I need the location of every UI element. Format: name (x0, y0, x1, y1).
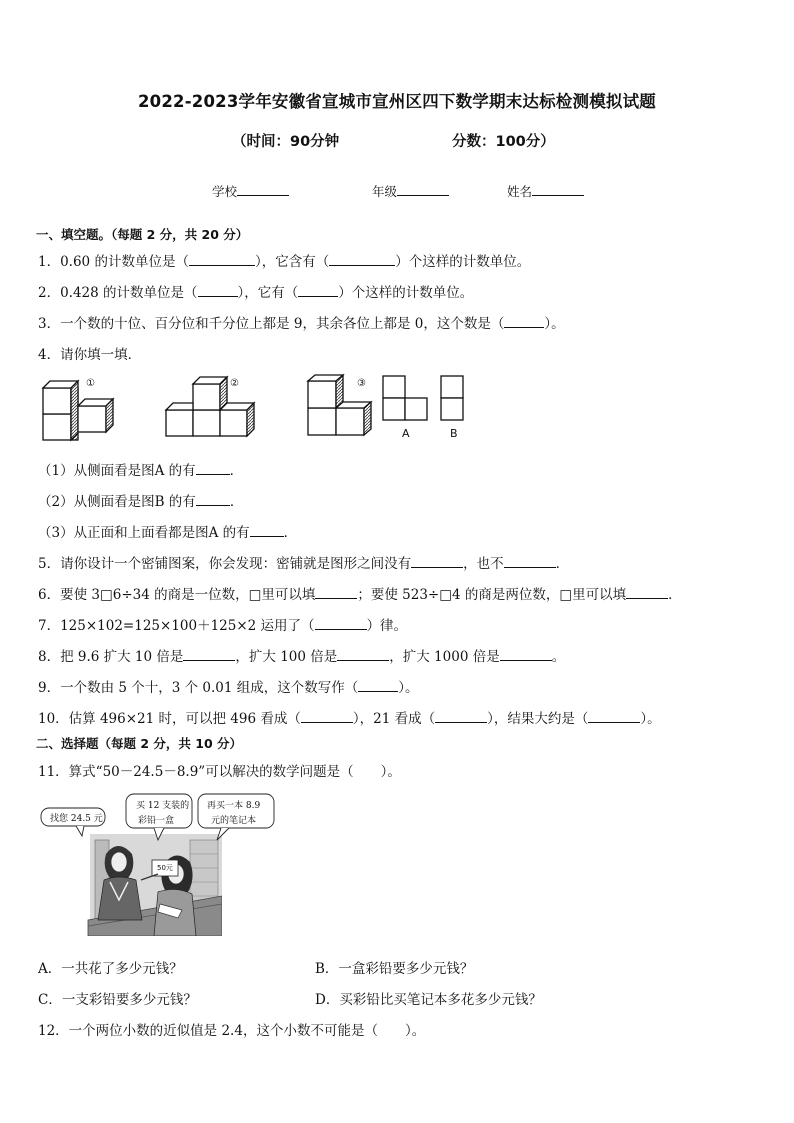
q1-text-a: 1．0.60 的计数单位是（ (38, 254, 189, 270)
q10-text-d: ）。 (640, 711, 661, 727)
question-9 (38, 676, 419, 696)
q5-text-b: ，也不 (463, 556, 504, 572)
q2-text-b: ），它有（ (237, 285, 299, 301)
q11-bubble-2a: 买 12 支装的 (136, 801, 190, 811)
q4-view-b (441, 376, 463, 420)
question-3 (38, 312, 565, 332)
question-11: 11．算式“50－24.5－8.9”可以解决的数学问题是（ ）。 (38, 764, 401, 780)
q2-blank-2[interactable] (298, 284, 338, 297)
q7-text-b: ）律。 (366, 618, 408, 634)
q1-text-b: ），它含有（ (254, 254, 330, 270)
q3-text-a: 3．一个数的十位、百分位和千分位上都是 9，其余各位上都是 0，这个数是（ (38, 316, 505, 332)
q4-sub3-dot: ． (283, 525, 298, 541)
name-field[interactable] (507, 182, 584, 200)
q11-bubble-3b: 元的笔记本 (211, 816, 257, 826)
q3-blank[interactable] (504, 315, 544, 328)
section-1-title: 一、填空题。（每题 2 分，共 20 分） (36, 227, 249, 242)
q10-text-c: ），结果大约是（ (487, 711, 589, 727)
q4-figure-2 (166, 377, 254, 436)
q10-blank-2[interactable] (435, 710, 487, 723)
question-2 (38, 281, 473, 301)
q4-sub3-blank[interactable] (250, 524, 284, 537)
school-blank[interactable] (237, 183, 289, 196)
q10-blank-3[interactable] (588, 710, 640, 723)
q5-text-c: ． (555, 556, 570, 572)
q1-text-c: ）个这样的计数单位。 (395, 254, 531, 270)
exam-time: （时间：90分钟 (232, 134, 340, 150)
q11-option-a[interactable]: A．一共花了多少元钱？ (38, 961, 183, 977)
q4-figure-1 (43, 381, 113, 440)
q9-blank[interactable] (358, 679, 398, 692)
q5-blank-2[interactable] (504, 555, 556, 568)
question-5 (38, 552, 569, 572)
school-label: 学校 (212, 184, 238, 199)
name-blank[interactable] (532, 183, 584, 196)
q4-sub2-text: （2）从侧面看是图B 的有 (38, 494, 196, 510)
q8-text-b: ，扩大 100 倍是 (235, 649, 338, 665)
q5-blank-1[interactable] (411, 555, 463, 568)
exam-score: 分数：100分） (452, 134, 555, 150)
q4-sub2-blank[interactable] (196, 493, 230, 506)
q7-text-a: 7．125×102=125×100＋125×2 运用了（ (38, 618, 315, 634)
q4-view-a (383, 376, 427, 420)
q4-label-2: ② (230, 378, 239, 389)
q6-text-c: ． (668, 587, 682, 603)
q1-blank-1[interactable] (189, 253, 255, 266)
q5-text-a: 5．请你设计一个密铺图案，你会发现：密铺就是图形之间没有 (38, 556, 412, 572)
question-8 (38, 645, 565, 665)
q1-blank-2[interactable] (329, 253, 395, 266)
q4-view-a-label: A (402, 427, 410, 440)
q11-bubble-1: 找您 24.5 元 (50, 814, 103, 824)
q6-text-b: ；要使 523÷□4 的商是两位数，□里可以填 (357, 587, 627, 603)
question-1 (38, 250, 530, 270)
q11-option-b[interactable]: B．一盒彩铅要多少元钱？ (315, 961, 474, 977)
q4-sub-3 (38, 521, 297, 541)
q8-blank-3[interactable] (500, 648, 552, 661)
q4-sub1-text: （1）从侧面看是图A 的有 (38, 463, 196, 479)
q10-blank-1[interactable] (301, 710, 353, 723)
section-2-title: 二、选择题（每题 2 分，共 10 分） (36, 736, 243, 751)
q7-blank[interactable] (315, 617, 367, 630)
grade-blank[interactable] (397, 183, 449, 196)
grade-field[interactable] (372, 182, 449, 200)
q4-label-1: ① (86, 378, 95, 389)
q3-text-b: ）。 (544, 316, 565, 332)
q8-text-a: 8．把 9.6 扩大 10 倍是 (38, 649, 184, 665)
question-7 (38, 614, 407, 634)
q6-blank-1[interactable] (315, 586, 357, 599)
page-title: 2022-2023学年安徽省宣城市宣州区四下数学期末达标检测模拟试题 (138, 92, 656, 111)
question-10 (38, 707, 661, 727)
q10-text-a: 10．估算 496×21 时，可以把 496 看成（ (38, 711, 301, 727)
q8-blank-1[interactable] (183, 648, 235, 661)
school-field[interactable] (212, 182, 289, 200)
q10-text-b: ），21 看成（ (352, 711, 436, 727)
question-12: 12．一个两位小数的近似值是 2.4，这个小数不可能是（ ）。 (38, 1023, 426, 1039)
q2-blank-1[interactable] (198, 284, 238, 297)
q4-sub-2 (38, 490, 243, 510)
q11-bubble-2b: 彩铅一盒 (138, 816, 175, 826)
q11-bill-label: 50元 (157, 864, 173, 872)
q11-option-c[interactable]: C．一支彩铅要多少元钱？ (38, 992, 197, 1008)
q4-sub1-dot: ． (229, 463, 244, 479)
name-label: 姓名 (507, 184, 533, 199)
question-4: 4．请你填一填． (38, 347, 142, 363)
q4-cube-figures (38, 372, 478, 444)
q4-sub1-blank[interactable] (196, 462, 230, 475)
q8-blank-2[interactable] (337, 648, 389, 661)
q4-sub3-text: （3）从正面和上面看都是图A 的有 (38, 525, 250, 541)
q6-blank-2[interactable] (626, 586, 668, 599)
q4-sub-1 (38, 459, 243, 479)
q4-label-3: ③ (357, 378, 366, 389)
q2-text-c: ）个这样的计数单位。 (338, 285, 474, 301)
q8-text-d: 。 (551, 649, 566, 665)
q4-view-b-label: B (450, 427, 458, 440)
q2-text-a: 2．0.428 的计数单位是（ (38, 285, 198, 301)
grade-label: 年级 (372, 184, 398, 199)
q11-bubble-3a: 再买一本 8.9 (207, 801, 261, 811)
q6-text-a: 6．要使 3□6÷34 的商是一位数，□里可以填 (38, 587, 316, 603)
q8-text-c: ，扩大 1000 倍是 (389, 649, 500, 665)
q9-text-b: ）。 (398, 680, 419, 696)
question-6 (38, 583, 682, 603)
q11-option-d[interactable]: D．买彩铅比买笔记本多花多少元钱？ (315, 992, 542, 1008)
q9-text-a: 9．一个数由 5 个十，3 个 0.01 组成，这个数写作（ (38, 680, 359, 696)
q4-sub2-dot: ． (229, 494, 244, 510)
